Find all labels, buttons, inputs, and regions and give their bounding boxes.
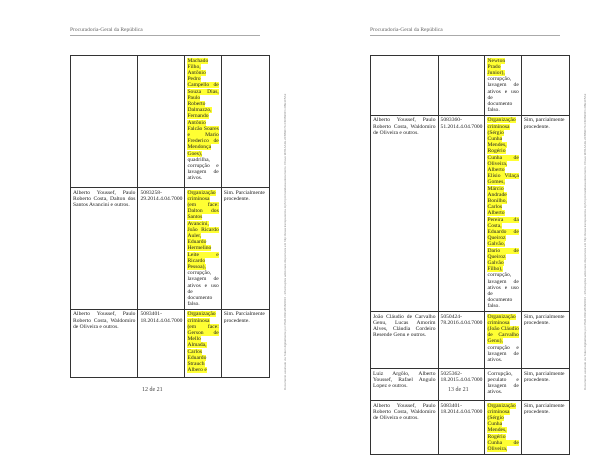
description-cell xyxy=(485,56,521,116)
highlighted-text: Organização criminosa (em face: Dalton dos Santos Avancini, João Ricardo Auler, Eduardo Hermelino Leite e Ricardo Pessoa), xyxy=(187,189,219,270)
case-number-cell xyxy=(438,56,485,116)
parties-cell: Alberto Youssef, Paulo Roberto Costa, Waldomiro de Oliveira e outros. xyxy=(371,401,439,455)
parties-cell: João Cláudio de Carvalho Genu, Lucas Amorim Alves, Cláudia Cordeiro Resende Genu e outros. xyxy=(371,312,439,369)
page-right xyxy=(300,0,600,453)
highlighted-text: Newton Prado Junior), xyxy=(487,57,506,76)
description-cell xyxy=(485,401,521,455)
parties-cell: Alberto Youssef, Paulo Roberto Costa, Dalton dos Santos Avancini e outros. xyxy=(71,188,138,310)
table-row xyxy=(371,56,570,116)
parties-cell xyxy=(371,56,439,116)
case-number-cell: 5083401-18.2014.4.04.7000 xyxy=(438,401,485,455)
page-header: Procuradoria-Geral da República xyxy=(70,27,143,33)
table-row xyxy=(371,312,570,369)
description-text: corrupção, lavagem de ativos e uso de documento falso. xyxy=(487,76,519,114)
status-cell: Sim. Parcialmente procedente. xyxy=(221,188,269,310)
case-number-cell: 5083258-29.2014.4.04.7000 xyxy=(138,188,185,310)
description-text: corrupção e lavagem de ativos. xyxy=(487,344,519,364)
status-cell xyxy=(221,56,269,188)
status-cell: Sim, parcialmente procedente. xyxy=(521,115,569,311)
description-cell xyxy=(485,369,521,401)
parties-cell xyxy=(71,56,138,188)
page-header: Procuradoria-Geral da República xyxy=(370,27,443,33)
description-cell xyxy=(185,188,221,310)
description-text: Corrupção, peculato e lavagem de ativos. xyxy=(487,370,519,396)
status-cell: Sim. Parcialmente procedente. xyxy=(221,309,269,377)
page-number: 12 de 21 xyxy=(142,387,163,393)
case-table xyxy=(70,55,270,378)
description-text: corrupção, lavagem de ativos e uso de documento falso. xyxy=(187,270,219,308)
header-rule xyxy=(370,35,560,36)
highlighted-text: Organização criminosa (em face: Gerson de Mello Almada, Carlos Eduardo Strauch Albero e xyxy=(187,311,219,374)
case-number-cell: 5025362-18.2015.4.04.7000 xyxy=(438,369,485,401)
table-row xyxy=(371,115,570,311)
highlighted-text: Machado Filho, Antônio Pedro Campello de Souza Dias, Paulo Roberto Dalmazzo, Fernando Antônio Falcão Soares e Mario Frederico de Mendonça Goes), xyxy=(187,57,219,157)
case-number-cell: 5083360-51.2014.4.04.7000 xyxy=(438,115,485,311)
description-cell xyxy=(185,56,221,188)
status-cell: Sim, parcialmente procedente. xyxy=(521,401,569,455)
side-signature-note: Documento assinado via Token digitalmente por PGR-00312838/2016 - Informações adicionais disponíveis em http://www.transparencia.mpf.mp.br/validacaodocumento. Chave 9F81AA1E.2C8B2F7A.C4DB26C1.D8E1F5A3 xyxy=(583,93,587,390)
page-left xyxy=(0,0,300,424)
page-number: 13 de 21 xyxy=(448,387,469,393)
description-cell xyxy=(485,312,521,369)
status-cell: Sim, parcialmente procedente. xyxy=(521,369,569,401)
highlighted-text: Organização criminosa (João Cláudio de Carvalho Genu), xyxy=(487,313,519,345)
parties-cell: Luiz Argôlo, Alberto Youssef, Rafael Angulo Lopez e outros. xyxy=(371,369,439,401)
status-cell xyxy=(521,56,569,116)
table-row xyxy=(71,309,270,377)
parties-cell: Alberto Youssef, Paulo Roberto Costa, Waldomiro de Oliveira e outros. xyxy=(71,309,138,377)
description-cell xyxy=(485,115,521,311)
description-text: quadrilha, corrupção e lavagem de ativos. xyxy=(187,156,219,182)
table-row xyxy=(371,369,570,401)
case-number-cell xyxy=(138,56,185,188)
header-rule xyxy=(70,35,260,36)
description-cell xyxy=(185,309,221,377)
highlighted-text: Organização criminosa (Sérgio Cunha Mendes, Rogério Cunha de Oliveira, Alberto Elísio Vilaça Gomes, Márcio Andrade Bonilho, Carlos Alberto Pereira da Costa, Eduardo de Queiroz Galvão, Dario de Queiroz Galvão Filho), xyxy=(487,117,519,273)
table-row xyxy=(371,401,570,455)
highlighted-text: Organização criminosa (Sérgio Cunha Mendes, Rogério Cunha de Oliveira, xyxy=(487,402,519,453)
table-row xyxy=(71,188,270,310)
table-row xyxy=(71,56,270,188)
parties-cell: Alberto Youssef, Paulo Roberto Costa, Waldomiro de Oliveira e outros. xyxy=(371,115,439,311)
case-number-cell: 5050424-78.2016.4.04.7000 xyxy=(438,312,485,369)
description-text: corrupção, lavagem de ativos e uso de documento falso. xyxy=(487,272,519,310)
case-table xyxy=(370,55,570,455)
status-cell: Sim, parcialmente procedente. xyxy=(521,312,569,369)
case-number-cell: 5083401-18.2014.4.04.7000 xyxy=(138,309,185,377)
side-signature-note: Documento assinado via Token digitalmente por PGR-00312838/2016 - Informações adicionais disponíveis em http://www.transparencia.mpf.mp.br/validacaodocumento. Chave 9F81AA1E.2C8B2F7A.C4DB26C1.D8E1F5A3 xyxy=(283,93,287,390)
